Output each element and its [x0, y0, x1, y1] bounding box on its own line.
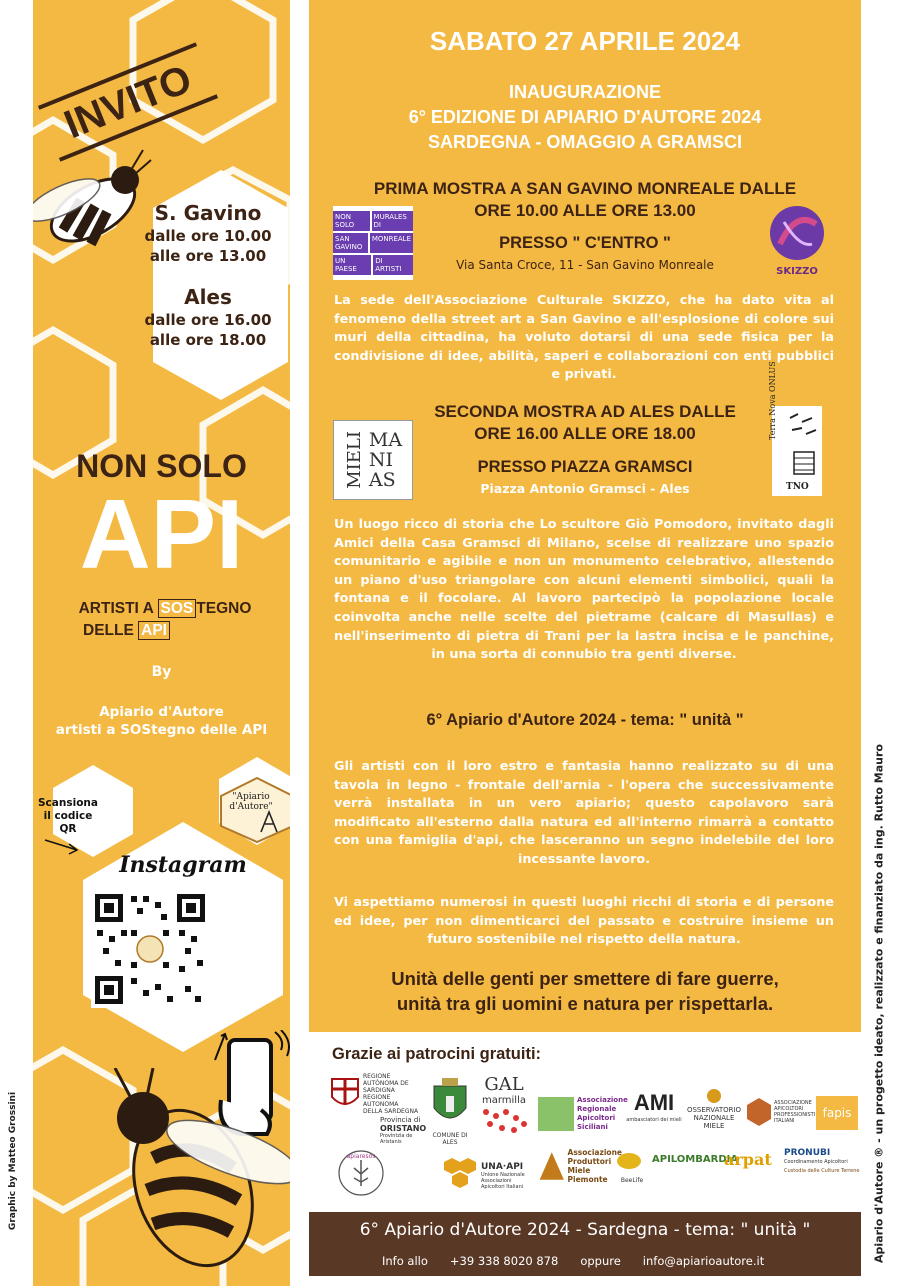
- presso-piazza: PRESSO PIAZZA GRAMSCI: [477, 458, 693, 476]
- paragraph-invito: Vi aspettiamo numerosi in questi luoghi ricchi di storia e di persone ed idee, per non dimenticarci del passato e costruire insieme un futuro sostenibile nel rispetto della natura.: [334, 895, 834, 948]
- arasi-text: Associazione Regionale Apicoltori Siciliani: [577, 1096, 628, 1131]
- closing-line2: unità tra gli uomini e natura per rispettarla.: [396, 993, 774, 1014]
- sponsor-apiaresos: [336, 1148, 386, 1204]
- piemonte-line3: Miele: [567, 1166, 591, 1175]
- second-show-line2: ORE 16.00 ALLE ORE 18.00: [474, 424, 696, 443]
- terra-nova-logo: [768, 361, 822, 496]
- instagram-label: Instagram: [119, 852, 247, 878]
- piemonte-triangle-icon: [538, 1147, 566, 1185]
- onm-line2: NAZIONALE: [693, 1114, 735, 1122]
- murales-logo: [333, 206, 413, 280]
- left-panel: [33, 0, 290, 1286]
- sponsor-oristano: [360, 1116, 427, 1146]
- scan-label: [33, 797, 103, 836]
- sgavino-line1: dalle ore 10.00: [144, 227, 272, 245]
- ami-text: AMI: [633, 1090, 675, 1115]
- paragraph-artisti: Gli artisti con il loro estro e fantasia hanno realizzato su di una tavola in legno - frontale dell'arnia - l'opera che successivamente verrà installata in un vero apiario; questo capolavoro sarà modificato all'esterno dalla natura ed all'interno rimarrà a contatto con una famiglia d'api, che lasceranno un segno indelebile del loro incessante lavoro.: [334, 759, 834, 867]
- murales-c: SAN GAVINO: [333, 233, 368, 253]
- unaapi-honeycomb-icon: [442, 1156, 478, 1196]
- bee-illustration-bottom: [73, 1068, 290, 1278]
- arrow-icon: [43, 836, 83, 856]
- event-titles: [309, 80, 861, 155]
- sponsor-apilombardia: [652, 1154, 739, 1178]
- by-line2: artisti a SOStegno delle API: [55, 722, 268, 738]
- nonsolo-title: NON SOLO: [76, 448, 247, 484]
- gal-dots-icon: [478, 1106, 530, 1136]
- mieli-ni: NI: [368, 449, 394, 471]
- vertical-credit-text: Apiario d'Autore ® - un progetto ideato, realizzato e finanziato da ing. Rutto Mauro: [872, 744, 886, 1263]
- fapis-text: fapis: [822, 1106, 852, 1120]
- sponsor-pronubi: [784, 1148, 860, 1188]
- mieli-text: MIELI: [343, 431, 365, 489]
- skizzo-logo: [766, 204, 828, 276]
- theme-heading: 6° Apiario d'Autore 2024 - tema: " unità ": [426, 711, 744, 729]
- murales-f: DI ARTISTI: [373, 255, 413, 275]
- murales-b: MURALES DI: [372, 211, 413, 231]
- title-edizione: 6° EDIZIONE DI APIARIO D'AUTORE 2024: [408, 107, 762, 127]
- sponsor-gal-marmilla: [478, 1074, 530, 1146]
- terra-nova-text: Terra Nova ONLUS: [768, 361, 777, 440]
- by-label: By: [151, 664, 172, 680]
- artisti-sostegno-logo: [45, 598, 285, 642]
- ales-line2: alle ore 18.00: [149, 331, 267, 349]
- gal-text: GAL: [484, 1074, 524, 1095]
- scan-line1: Scansiona: [38, 797, 98, 809]
- footer-phone[interactable]: +39 338 8020 878: [449, 1254, 559, 1268]
- murales-e: UN PAESE: [333, 255, 371, 275]
- mieli-ma: MA: [368, 429, 403, 451]
- invito-text: INVITO: [38, 42, 218, 161]
- api-title: API: [79, 479, 244, 589]
- sponsor-aapi: [746, 1092, 814, 1132]
- second-show-heading: [380, 401, 790, 445]
- instagram-qr-code[interactable]: [91, 890, 209, 1008]
- unaapi-text: UNA·API: [481, 1161, 524, 1172]
- closing-message: [309, 966, 861, 1016]
- footer-contacts: [382, 1254, 862, 1268]
- onm-line3: MIELE: [703, 1122, 725, 1130]
- paragraph-skizzo: La sede dell'Associazione Culturale SKIZZO, che ha dato vita al fenomeno della street art a San Gavino e all'esplosione di colore sui muri della cittadina, ha voluto dotarsi di una sede fisica per la condivisione di idee, abilità, saperi e collaborazioni con enti pubblici e privati.: [334, 293, 834, 383]
- pronubi-sub1: Coordinamento Apicoltori: [784, 1159, 848, 1165]
- sponsor-osservatorio-miele: [686, 1088, 742, 1136]
- sos-text: SOS: [158, 599, 197, 618]
- piemonte-line2: Produttori: [567, 1157, 612, 1166]
- sgavino-info: [133, 200, 283, 266]
- sponsor-beelife: [614, 1150, 650, 1190]
- presso-centro: PRESSO " C'ENTRO ": [499, 234, 671, 252]
- sponsor-arpat: [724, 1150, 778, 1180]
- event-date: SABATO 27 APRILE 2024: [429, 26, 741, 56]
- regione-text: REGIONE AUTÒNOMA DE SARDIGNA REGIONE AUTONOMA DELLA SARDEGNA: [363, 1073, 419, 1115]
- mieli-maniasi-logo: [333, 420, 413, 500]
- book-tower-icon: [786, 412, 820, 476]
- sponsor-regione-sardegna: [330, 1074, 420, 1114]
- marmilla-text: marmilla: [481, 1095, 526, 1106]
- by-credit: [33, 703, 290, 739]
- closing-line1: Unità delle genti per smettere di fare guerre,: [391, 968, 779, 989]
- apilombardia-text: APILOMBARDIA: [652, 1154, 739, 1165]
- murales-a: NON SOLO: [333, 211, 370, 231]
- unaapi-sub-text: Unione Nazionale Associazioni Apicoltori Italiani: [481, 1171, 525, 1190]
- sponsor-fapis: [816, 1096, 858, 1130]
- mieli-as: AS: [368, 469, 396, 491]
- beelife-text: BeeLife: [620, 1177, 644, 1184]
- oristano-line2: ORISTANO: [380, 1124, 427, 1133]
- sponsor-ami: [626, 1090, 682, 1130]
- apiario-autore-logo: [211, 776, 290, 846]
- arasi-map-icon: [538, 1097, 574, 1131]
- footer-title: 6° Apiario d'Autore 2024 - Sardegna - tema: " unità ": [359, 1220, 811, 1240]
- aapi-crest-icon: [746, 1097, 772, 1127]
- graphic-credit: Graphic by Matteo Grossini: [8, 1091, 18, 1231]
- delle-text: DELLE: [83, 622, 134, 639]
- title-inaugurazione: INAUGURAZIONE: [509, 82, 661, 102]
- ami-sub-text: ambasciatori dei mieli: [626, 1117, 682, 1123]
- murales-d: MONREALE: [370, 233, 413, 253]
- footer-oppure: oppure: [580, 1254, 621, 1268]
- sgavino-line2: alle ore 13.00: [149, 247, 267, 265]
- api-small-text: API: [138, 621, 170, 640]
- ales-place: Ales: [184, 285, 232, 309]
- onm-drop-icon: [704, 1088, 724, 1104]
- footer-email[interactable]: info@apiarioautore.it: [642, 1254, 765, 1268]
- beelife-icon: [614, 1150, 644, 1172]
- sponsor-unaapi: [442, 1150, 532, 1202]
- oristano-line1: Provincia di: [380, 1116, 421, 1124]
- aapi-text: ASSOCIAZIONE APICOLTORI PROFESSIONISTI ITALIANI: [774, 1100, 816, 1124]
- piemonte-line1: Associazione: [567, 1148, 622, 1157]
- piemonte-line4: Piemonte: [567, 1175, 608, 1184]
- skizzo-text: SKIZZO: [776, 266, 818, 277]
- tegno-text: TEGNO: [196, 600, 252, 617]
- pronubi-sub2: Custodia delle Culture Terrene: [784, 1168, 860, 1174]
- address-piazza: Piazza Antonio Gramsci - Ales: [480, 481, 690, 496]
- onm-line1: OSSERVATORIO: [686, 1106, 742, 1114]
- sardegna-crest-icon: [330, 1077, 360, 1111]
- graphic-credit-container: [4, 1060, 24, 1270]
- ales-info: [133, 284, 283, 350]
- comune-ales-text: COMUNE DI ALES: [432, 1132, 468, 1146]
- apiario-logo-text: "Apiario d'Autore": [229, 792, 273, 812]
- paragraph-gramsci: Un luogo ricco di storia che Lo scultore Giò Pomodoro, invitato dagli Amici della Casa Gramsci di Milano, scelse di realizzare uno spazio comunitario e agibile e non un monumento celebrativo, allestendo un piano d'uso triangolare con alcuni elementi simbolici, quali la fontana e il focolare. Al lavoro partecipò la popolazione locale coinvolta anche nelle scelte del pietrame (calcare di Masullas) e nell'inserimento di pietra di Trani per la lastra incisa e le panchine, in una sorta di connubio tra genti diverse.: [334, 517, 834, 663]
- sponsors-title: Grazie ai patrocini gratuiti:: [332, 1045, 542, 1063]
- second-show-line1: SECONDA MOSTRA AD ALES DALLE: [434, 402, 736, 421]
- sponsor-produttori-piemonte: [538, 1142, 622, 1190]
- artisti-a-text: ARTISTI A: [78, 600, 154, 617]
- sponsor-arasi: [538, 1092, 628, 1136]
- vertical-credit-container: [866, 740, 892, 1280]
- tno-text: TNO: [786, 482, 809, 492]
- pronubi-text: PRONUBI: [784, 1148, 831, 1158]
- ales-line1: dalle ore 16.00: [144, 311, 272, 329]
- oristano-line3: Provìntzia de Aristanis: [380, 1133, 413, 1145]
- scan-line2: il codice: [43, 810, 93, 822]
- by-line1: Apiario d'Autore: [99, 704, 224, 720]
- scan-line3: QR: [59, 823, 77, 835]
- sgavino-place: S. Gavino: [154, 201, 262, 225]
- address-centro: Via Santa Croce, 11 - San Gavino Monreale: [456, 258, 714, 272]
- apiaresos-text: apiaresos: [346, 1153, 376, 1160]
- first-show-line1: PRIMA MOSTRA A SAN GAVINO MONREALE DALLE: [373, 179, 797, 198]
- footer-info-label: Info allo: [382, 1254, 428, 1268]
- ales-crest-icon: [428, 1076, 472, 1128]
- skizzo-icon: [766, 204, 828, 262]
- sponsor-comune-ales: [428, 1076, 472, 1146]
- title-sardegna: SARDEGNA - OMAGGIO A GRAMSCI: [428, 132, 742, 152]
- first-show-line2: ORE 10.00 ALLE ORE 13.00: [474, 201, 696, 220]
- arpat-text: arpat: [724, 1150, 772, 1169]
